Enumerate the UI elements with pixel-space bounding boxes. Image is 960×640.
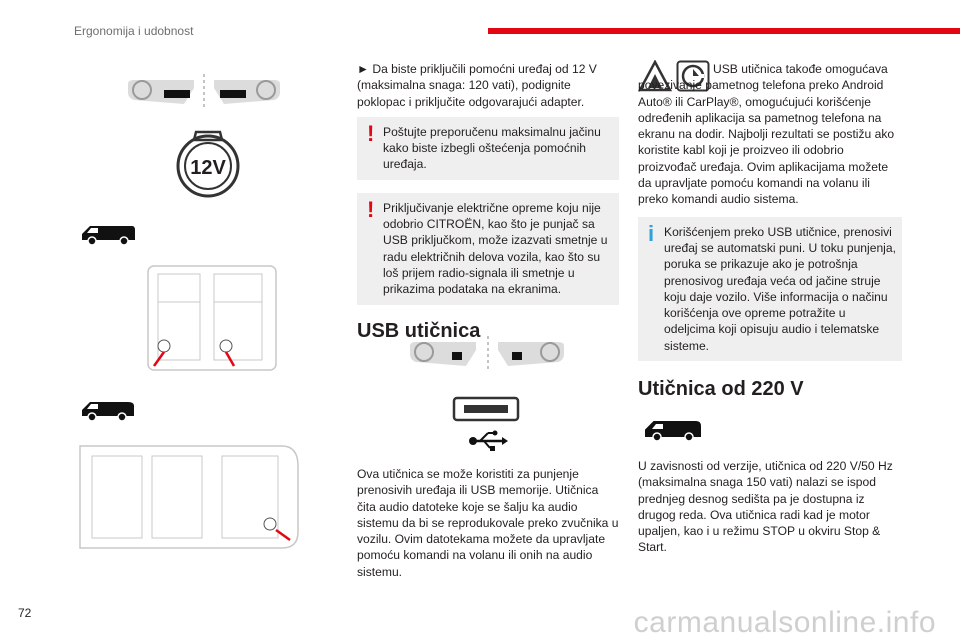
dashboard-lhd-rhd-figure xyxy=(124,74,284,110)
warning-text-1: Poštujte preporučenu maksimalnu jačinu kako biste izbegli oštećenja pomoćnih uređaja. xyxy=(383,124,601,172)
section-title: Ergonomija i udobnost xyxy=(74,24,194,38)
usb-port-icon xyxy=(452,396,520,422)
usb-text: Ova utičnica se može koristiti za punjenje prenosivih uređaja ili USB memorije. Utičnica čita audio datoteke koje se šalju ka audio sistemu da bi se reprodukovale preko zvučnika u vozilu. Ovim datotekama možete da upravljate pomoću komandi na volanu ili onih na audio sistemu. xyxy=(357,467,619,579)
van-long-icon xyxy=(80,222,136,246)
dashboard-usb-figure xyxy=(406,336,570,372)
van-interior-topview-1 xyxy=(144,262,280,374)
column-2 xyxy=(357,61,619,342)
usb-description xyxy=(357,466,619,580)
info-box xyxy=(638,217,902,361)
usb-paragraph-1: USB utičnica takođe omogućava povezivanje pametnog telefona preko Android Auto® ili CarPlay®, omogućujući korišćenje određenih aplikacija sa pametnog telefona na ekranu na dodir. Najbolji rezultati se postižu ako koristite kabl koji je proizveo ili odobrio proizvođač uređaja. Ovim aplikacijama možete da upravljate pomoću komandi na volanu ili preko komandi audio sistema. xyxy=(638,62,895,207)
usb-heading: USB utičnica xyxy=(357,319,481,342)
van-icon-220v xyxy=(644,418,702,442)
van-short-icon xyxy=(80,398,136,422)
header-accent-bar xyxy=(488,28,960,34)
info-icon: i xyxy=(648,220,655,246)
text-220v-block xyxy=(638,458,902,556)
heading-220v: Utičnica od 220 V xyxy=(638,378,804,401)
page-number: 72 xyxy=(18,606,32,620)
socket-12v-label: 12V xyxy=(190,157,226,179)
van-interior-topview-2 xyxy=(72,436,304,556)
warning-icon: ! xyxy=(367,196,375,222)
usb-symbol-icon xyxy=(468,430,508,452)
column-3 xyxy=(638,61,902,401)
info-text: Korišćenjem preko USB utičnice, prenosivi uređaj se automatski puni. U toku punjenja, poruka se prikazuje ako je potrošnja prenosivog uređaja veća od jačine struje koju daje vozilo. Više informacija o načinu korišćenja ove opreme potražite u odeljcima koji opisuju audio i telematske sisteme. xyxy=(664,224,896,353)
watermark: carmanualsonline.info xyxy=(633,606,936,639)
warning-icon: ! xyxy=(367,120,375,146)
intro-text: ► Da biste priključili pomoćni uređaj od 12 V (maksimalna snaga: 120 vati), podignite poklopac i priključite odgovarajući adapter. xyxy=(357,62,597,109)
text-220v: U zavisnosti od verzije, utičnica od 220 V/50 Hz (maksimalna snaga 150 vati) nalazi se ispod prednjeg desnog sedišta pa je dostupna iz drugog reda. Ova utičnica radi kad je motor upaljen, kao i u režimu STOP u okviru Stop & Start. xyxy=(638,459,893,555)
warning-box-1 xyxy=(357,117,619,180)
warning-text-2: Priključivanje električne opreme koju nije odobrio CITROËN, kao što je punjač sa USB priključkom, može izazvati smetnje u radu električnih delova vozila, kao što su loš prijem radio-signala ili smetnje u prikazima podataka na ekranima. xyxy=(383,200,608,297)
warning-box-2 xyxy=(357,193,619,305)
socket-12v-icon xyxy=(172,126,244,198)
